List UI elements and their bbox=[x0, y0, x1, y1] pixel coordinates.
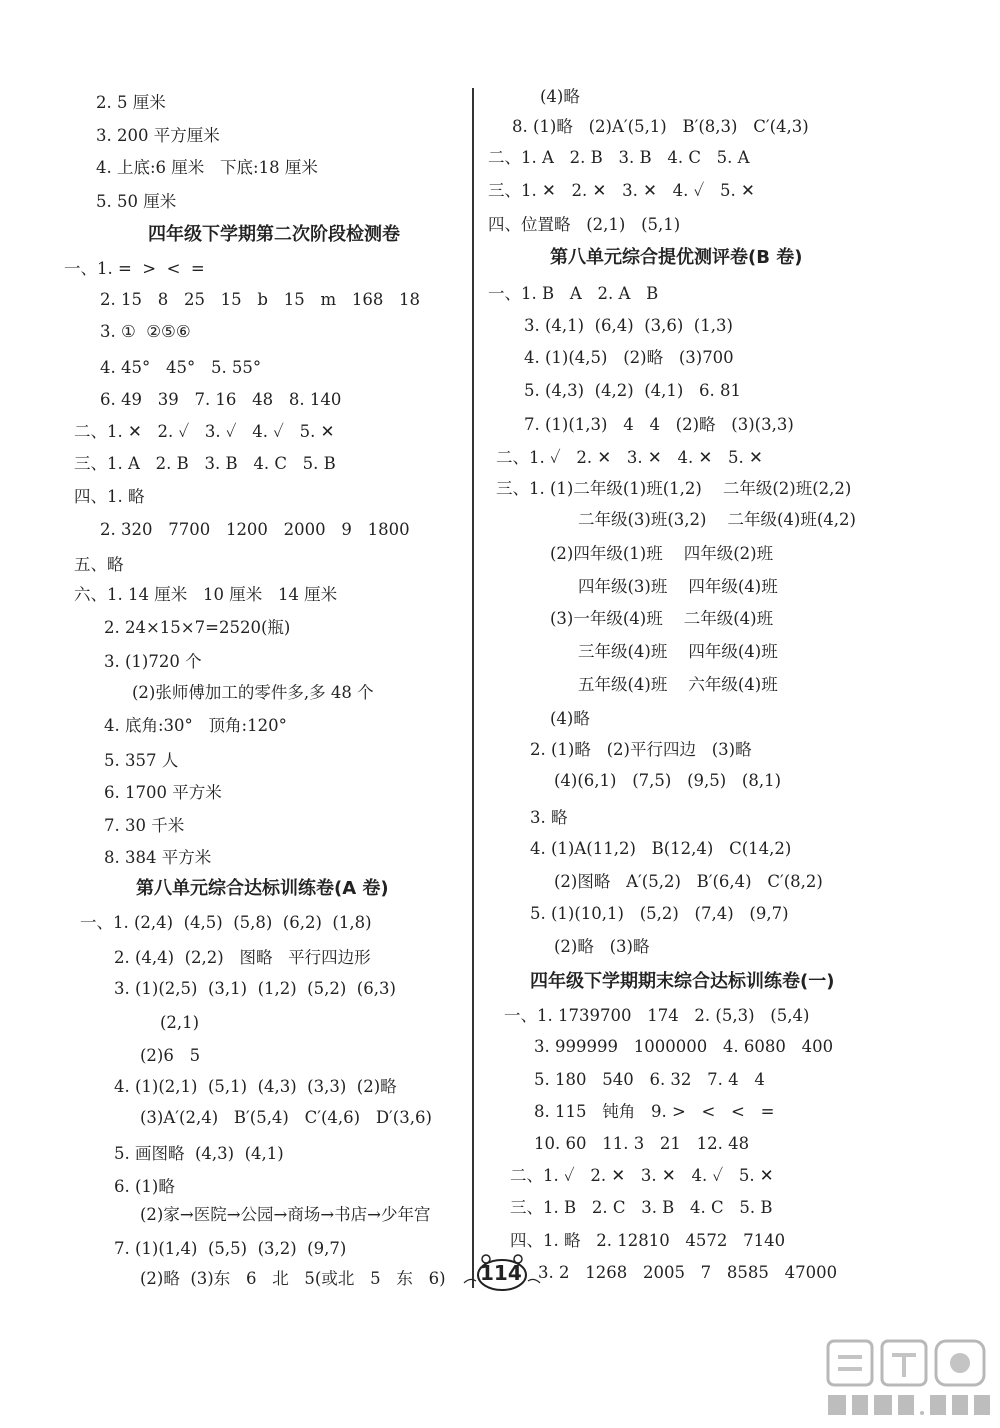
column-divider bbox=[472, 88, 474, 1288]
section-heading: 四年级下学期第二次阶段检测卷 bbox=[148, 224, 400, 245]
right-column bbox=[478, 0, 1000, 1300]
answer-line: (2)张师傅加工的零件多,多 48 个 bbox=[132, 683, 374, 702]
answer-line: 5. 50 厘米 bbox=[96, 192, 177, 211]
answer-line: 一、1. (2,4) (4,5) (5,8) (6,2) (1,8) bbox=[80, 913, 372, 932]
answer-line: 2. (1)略 (2)平行四边 (3)略 bbox=[530, 740, 752, 759]
answer-line: 3. (1)(2,5) (3,1) (1,2) (5,2) (6,3) bbox=[114, 979, 396, 998]
answer-line: 二、1. ✓ 2. ✕ 3. ✕ 4. ✕ 5. ✕ bbox=[496, 448, 763, 467]
answer-line: 三年级(4)班 四年级(4)班 bbox=[578, 642, 778, 661]
page-number bbox=[462, 1253, 542, 1293]
section-heading: 第八单元综合提优测评卷(B 卷) bbox=[550, 247, 803, 268]
answer-line: (2)略 (3)略 bbox=[554, 937, 650, 956]
answer-line: 3. (4,1) (6,4) (3,6) (1,3) bbox=[524, 316, 733, 335]
answer-line: 四年级(3)班 四年级(4)班 bbox=[578, 577, 778, 596]
answer-line: 8. 115 钝角 9. > < < = bbox=[534, 1102, 775, 1121]
answer-line: 5. 画图略 (4,3) (4,1) bbox=[114, 1144, 284, 1163]
section-heading: 四年级下学期期末综合达标训练卷(一) bbox=[530, 971, 835, 992]
answer-line: 6. 49 39 7. 16 48 8. 140 bbox=[100, 390, 342, 409]
answer-line: 一、1. 1739700 174 2. (5,3) (5,4) bbox=[504, 1006, 810, 1025]
answer-line: 3. (1)720 个 bbox=[104, 652, 202, 671]
answer-line: 2. 24×15×7=2520(瓶) bbox=[104, 618, 291, 637]
answer-line: 3. 200 平方厘米 bbox=[96, 126, 220, 145]
answer-line: 10. 60 11. 3 21 12. 48 bbox=[534, 1134, 750, 1153]
page-number-text: 114 bbox=[480, 1261, 522, 1285]
answer-line: (2)6 5 bbox=[140, 1046, 201, 1065]
answer-line: (2)家→医院→公园→商场→书店→少年宫 bbox=[140, 1205, 431, 1224]
answer-line: 一、1. = > < = bbox=[64, 259, 205, 278]
left-column bbox=[0, 0, 470, 1300]
answer-line: 3. 2 1268 2005 7 8585 47000 bbox=[538, 1263, 838, 1282]
answer-line: 8. 384 平方米 bbox=[104, 848, 212, 867]
watermark-logo-icon bbox=[820, 1335, 995, 1420]
answer-line: (2,1) bbox=[160, 1013, 200, 1032]
answer-line: 3. ① ②⑤⑥ bbox=[100, 322, 191, 341]
answer-line: 7. (1)(1,4) (5,5) (3,2) (9,7) bbox=[114, 1239, 347, 1258]
answer-line: 4. (1)(4,5) (2)略 (3)700 bbox=[524, 348, 734, 367]
answer-line: 三、1. (1)二年级(1)班(1,2) 二年级(2)班(2,2) bbox=[496, 479, 852, 498]
answer-line: (3)A′(2,4) B′(5,4) C′(4,6) D′(3,6) bbox=[140, 1108, 432, 1127]
answer-line: 5. 357 人 bbox=[104, 751, 179, 770]
answer-line: 4. 上底:6 厘米 下底:18 厘米 bbox=[96, 158, 318, 177]
answer-line: 5. (1)(10,1) (5,2) (7,4) (9,7) bbox=[530, 904, 789, 923]
answer-line: 五、略 bbox=[74, 555, 124, 574]
answer-line: 2. 15 8 25 15 b 15 m 168 18 bbox=[100, 290, 421, 309]
answer-line: 四、1. 略 2. 12810 4572 7140 bbox=[510, 1231, 786, 1250]
answer-line: 8. (1)略 (2)A′(5,1) B′(8,3) C′(4,3) bbox=[512, 117, 809, 136]
answer-line: 四、1. 略 bbox=[74, 487, 145, 506]
answer-line: 2. 320 7700 1200 2000 9 1800 bbox=[100, 520, 410, 539]
answer-line: 三、1. B 2. C 3. B 4. C 5. B bbox=[510, 1198, 773, 1217]
answer-line: 5. 180 540 6. 32 7. 4 4 bbox=[534, 1070, 765, 1089]
answer-line: (4)(6,1) (7,5) (9,5) (8,1) bbox=[554, 771, 782, 790]
answer-line: 3. 999999 1000000 4. 6080 400 bbox=[534, 1037, 834, 1056]
answer-line: 4. (1)A(11,2) B(12,4) C(14,2) bbox=[530, 839, 792, 858]
answer-line: 2. (4,4) (2,2) 图略 平行四边形 bbox=[114, 948, 371, 967]
answer-line: 5. (4,3) (4,2) (4,1) 6. 81 bbox=[524, 381, 742, 400]
answer-line: (4)略 bbox=[540, 87, 580, 106]
answer-line: 6. 1700 平方米 bbox=[104, 783, 222, 802]
answer-line: (2)略 (3)东 6 北 5(或北 5 东 6) bbox=[140, 1269, 446, 1288]
answer-line: (3)一年级(4)班 二年级(4)班 bbox=[550, 609, 774, 628]
answer-line: (2)四年级(1)班 四年级(2)班 bbox=[550, 544, 774, 563]
answer-line: 三、1. ✕ 2. ✕ 3. ✕ 4. ✓ 5. ✕ bbox=[488, 181, 755, 200]
answer-line: 4. 底角:30° 顶角:120° bbox=[104, 716, 287, 735]
answer-line: 二、1. ✓ 2. ✕ 3. ✕ 4. ✓ 5. ✕ bbox=[510, 1166, 774, 1185]
answer-line: 6. (1)略 bbox=[114, 1177, 175, 1196]
answer-line: 3. 略 bbox=[530, 808, 568, 827]
answer-line: 4. 45° 45° 5. 55° bbox=[100, 358, 262, 377]
answer-line: 六、1. 14 厘米 10 厘米 14 厘米 bbox=[74, 585, 338, 604]
answer-line: (2)图略 A′(5,2) B′(6,4) C′(8,2) bbox=[554, 872, 823, 891]
answer-line: 三、1. A 2. B 3. B 4. C 5. B bbox=[74, 454, 336, 473]
answer-line: 7. 30 千米 bbox=[104, 816, 185, 835]
answer-line: 7. (1)(1,3) 4 4 (2)略 (3)(3,3) bbox=[524, 415, 794, 434]
answer-line: 4. (1)(2,1) (5,1) (4,3) (3,3) (2)略 bbox=[114, 1077, 397, 1096]
answer-line: 一、1. B A 2. A B bbox=[488, 284, 659, 303]
answer-line: 二、1. ✕ 2. ✓ 3. ✓ 4. ✓ 5. ✕ bbox=[74, 422, 335, 441]
answer-line: 二、1. A 2. B 3. B 4. C 5. A bbox=[488, 148, 750, 167]
answer-line: 二年级(3)班(3,2) 二年级(4)班(4,2) bbox=[578, 510, 856, 529]
answer-line: (4)略 bbox=[550, 709, 590, 728]
answer-line: 2. 5 厘米 bbox=[96, 93, 166, 112]
answer-line: 四、位置略 (2,1) (5,1) bbox=[488, 215, 681, 234]
answer-line: 五年级(4)班 六年级(4)班 bbox=[578, 675, 778, 694]
section-heading: 第八单元综合达标训练卷(A 卷) bbox=[136, 878, 389, 899]
